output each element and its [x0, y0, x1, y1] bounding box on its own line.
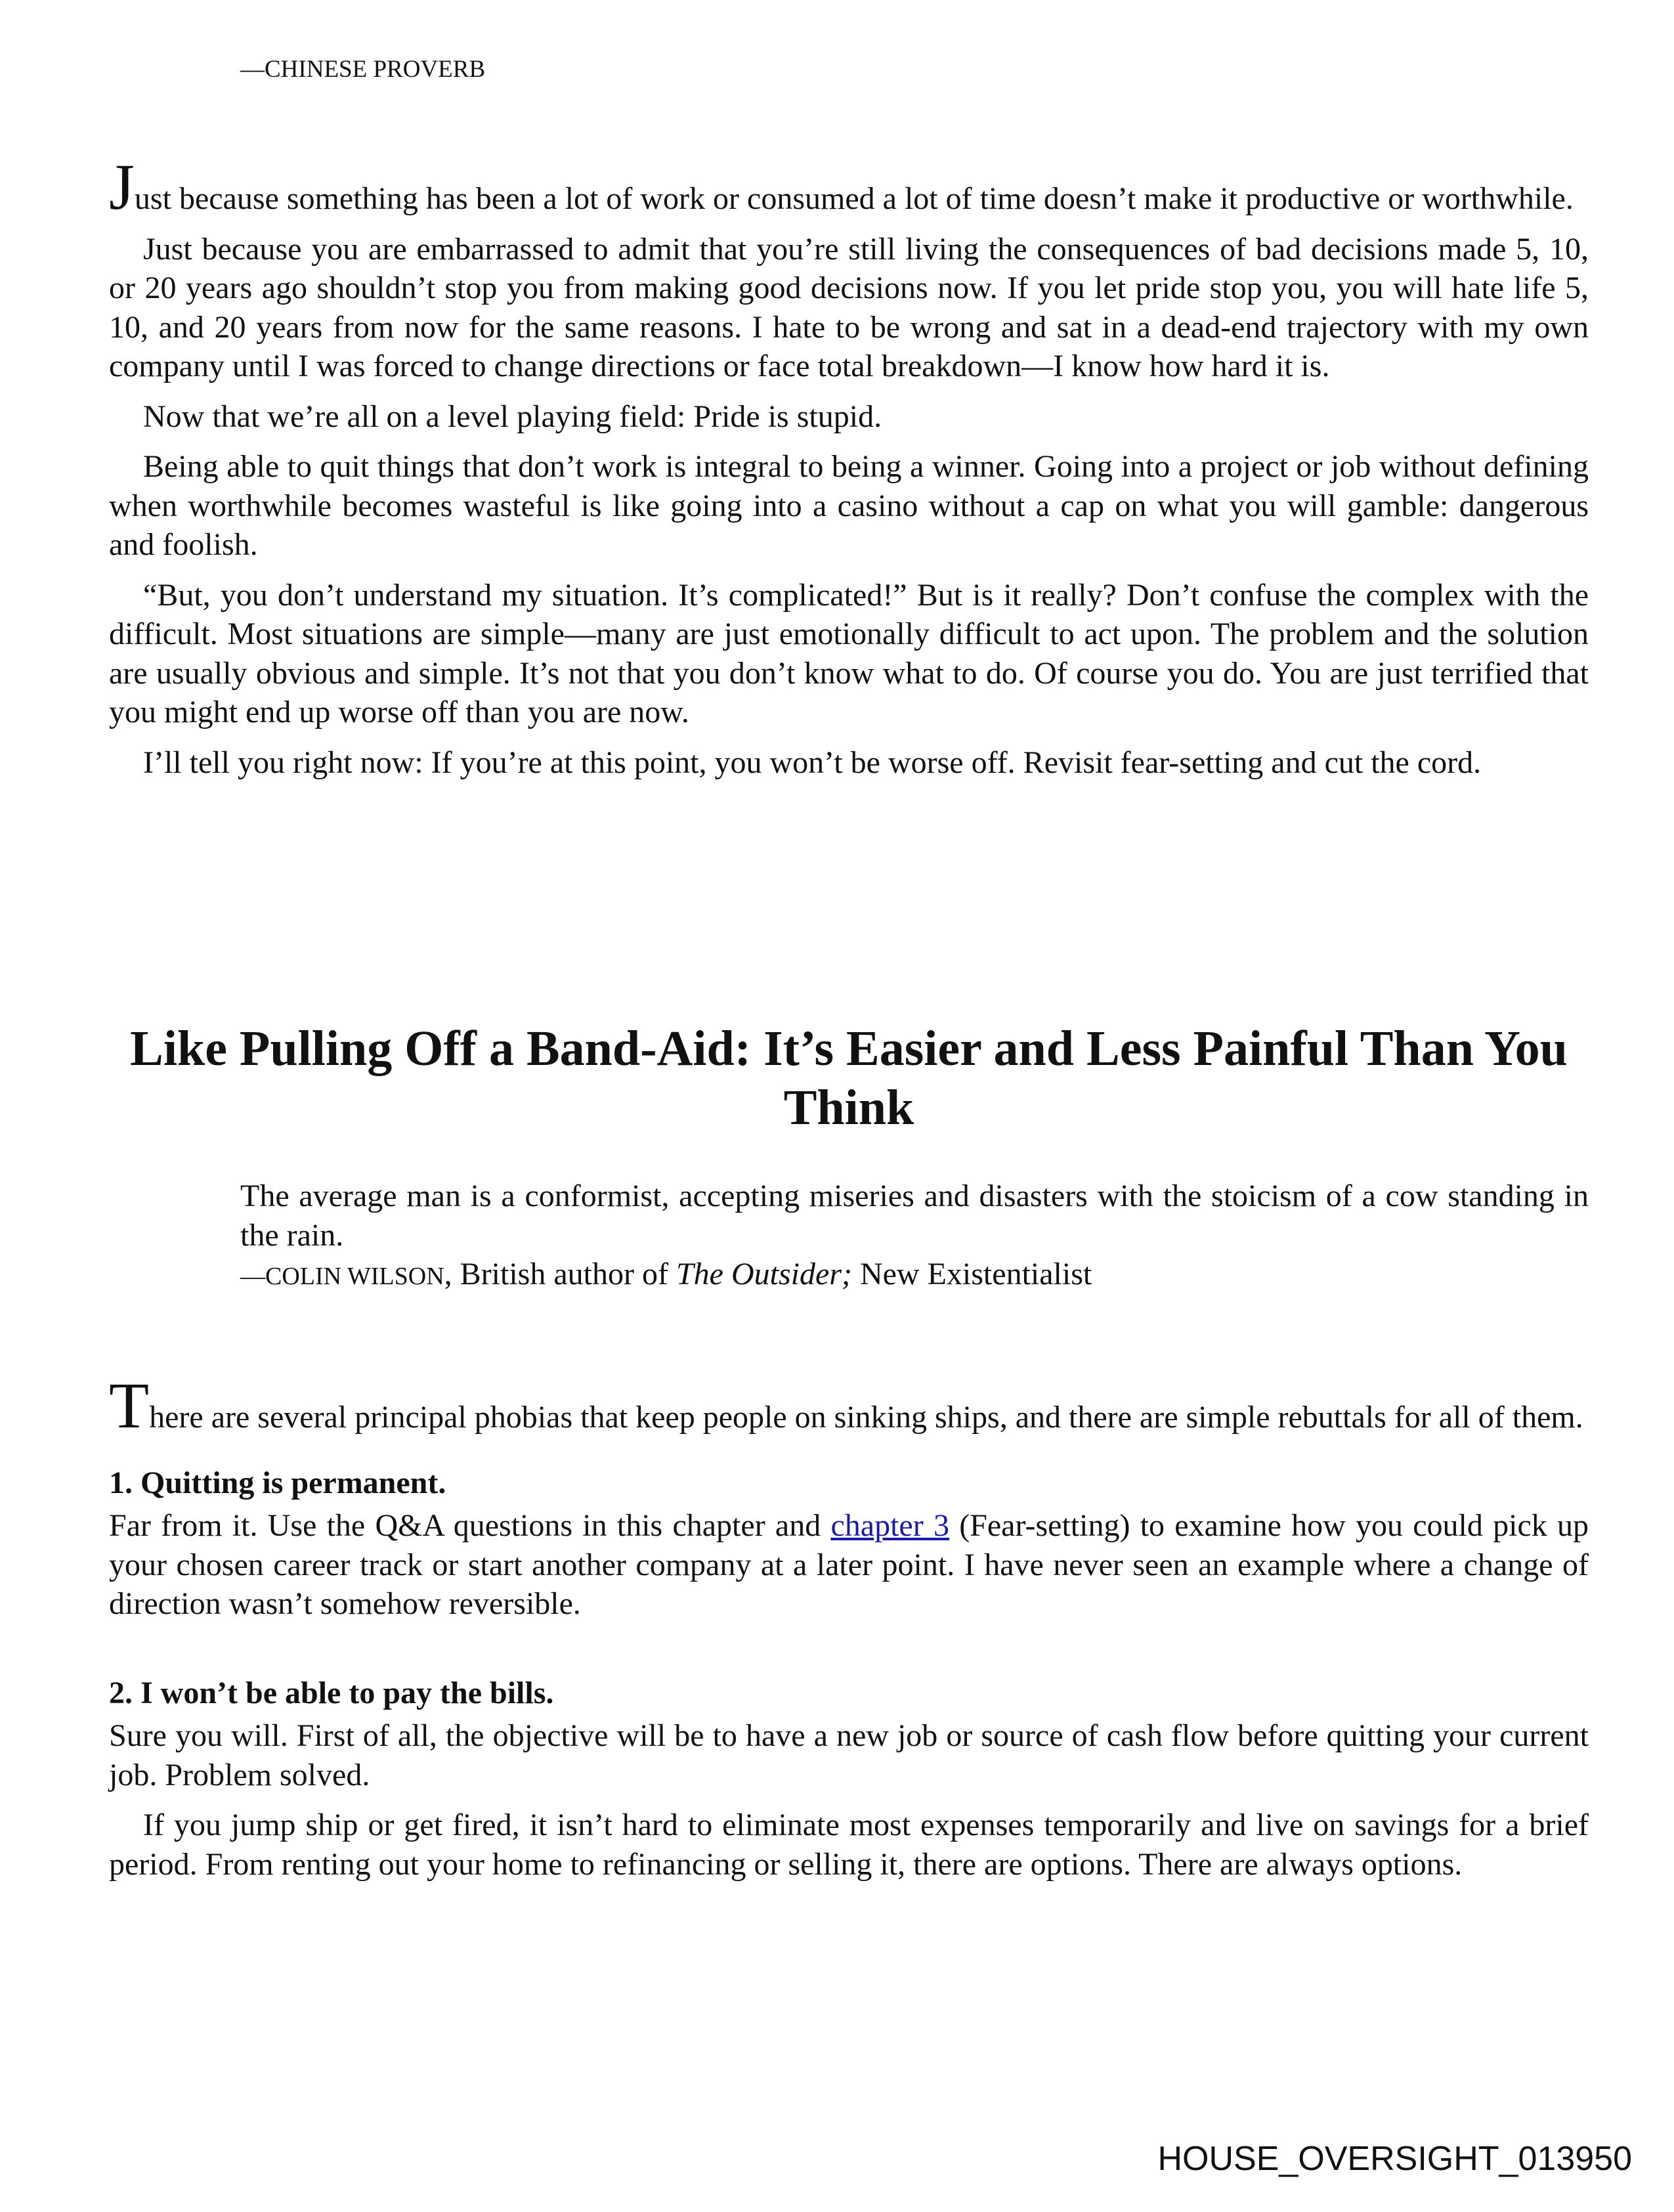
section-body	[109, 150, 1589, 793]
drop-cap: T	[109, 1369, 150, 1442]
paragraph	[109, 1506, 1589, 1624]
paragraph: Being able to quit things that don’t work is integral to being a winner. Going into a project or job without defining when worthwhile becomes wasteful is like going into a casino without a cap on what you will gamble: dangerous and foolish.	[109, 449, 1589, 562]
paragraph: “But, you don’t understand my situation. It’s complicated!” But is it really? Don’t confuse the complex with the difficult. Most situations are simple—many are just emotionally difficult to act upon. The problem and the solution are usually obvious and simple. It’s not that you don’t know what to do. Of course you do. You are just terrified that you might end up worse off than you are now.	[109, 577, 1589, 729]
paragraph	[109, 1369, 1589, 1442]
paragraph	[109, 150, 1589, 223]
quote-book-title: The Outsider;	[676, 1257, 852, 1291]
bates-number: HOUSE_OVERSIGHT_013950	[1157, 2140, 1632, 2178]
chapter-3-link[interactable]: chapter 3	[830, 1508, 949, 1543]
quote-attr-text: New Existentialist	[851, 1257, 1092, 1291]
paragraph-text: Far from it. Use the Q&A questions in this chapter and	[109, 1508, 831, 1543]
paragraph: I’ll tell you right now: If you’re at this point, you won’t be worse off. Revisit fear-setting and cut the cord.	[143, 745, 1482, 780]
drop-cap: J	[109, 150, 135, 223]
quote-text: The average man is a conformist, accepting miseries and disasters with the stoicism of a cow standing in the rain.	[240, 1179, 1589, 1253]
quote-author: —COLIN WILSON	[240, 1263, 444, 1290]
paragraph-text: (Fear-setting) to examine how you could pick up your chosen career track or start another company at a later point. I have never seen an example where a change of direction wasn’t somehow reversible.	[109, 1508, 1589, 1621]
paragraph: Sure you will. First of all, the objective will be to have a new job or source of cash flow before quitting your current job. Problem solved.	[109, 1718, 1589, 1792]
epigraph-attribution: —CHINESE PROVERB	[240, 56, 486, 83]
section2-body	[109, 1369, 1589, 1895]
quote-attr-text: , British author of	[444, 1257, 676, 1291]
paragraph: If you jump ship or get fired, it isn’t hard to eliminate most expenses temporarily and live on savings for a brief period. From renting out your home to refinancing or selling it, there are options. There are always options.	[109, 1808, 1589, 1882]
paragraph: Just because you are embarrassed to admit that you’re still living the consequences of bad decisions made 5, 10, or 20 years ago shouldn’t stop you from making good decisions now. If you let pride stop you, you will hate life 5, 10, and 20 years from now for the same reasons. I hate to be wrong and sat in a dead-end trajectory with my own company until I was forced to change directions or face total breakdown—I know how hard it is.	[109, 231, 1589, 383]
section-heading: Like Pulling Off a Band-Aid: It’s Easier and Less Painful Than You Think	[130, 1021, 1568, 1135]
list-item-heading: 2. I won’t be able to pay the bills.	[109, 1675, 554, 1710]
paragraph-text: here are several principal phobias that keep people on sinking ships, and there are simple rebuttals for all of them.	[149, 1400, 1583, 1435]
quote-attribution	[240, 1255, 1589, 1297]
list-item-heading: 1. Quitting is permanent.	[109, 1465, 446, 1500]
epigraph-quote	[240, 1177, 1589, 1297]
paragraph-text: ust because something has been a lot of work or consumed a lot of time doesn’t make it productive or worthwhile.	[134, 181, 1574, 216]
paragraph: Now that we’re all on a level playing field: Pride is stupid.	[143, 399, 882, 434]
